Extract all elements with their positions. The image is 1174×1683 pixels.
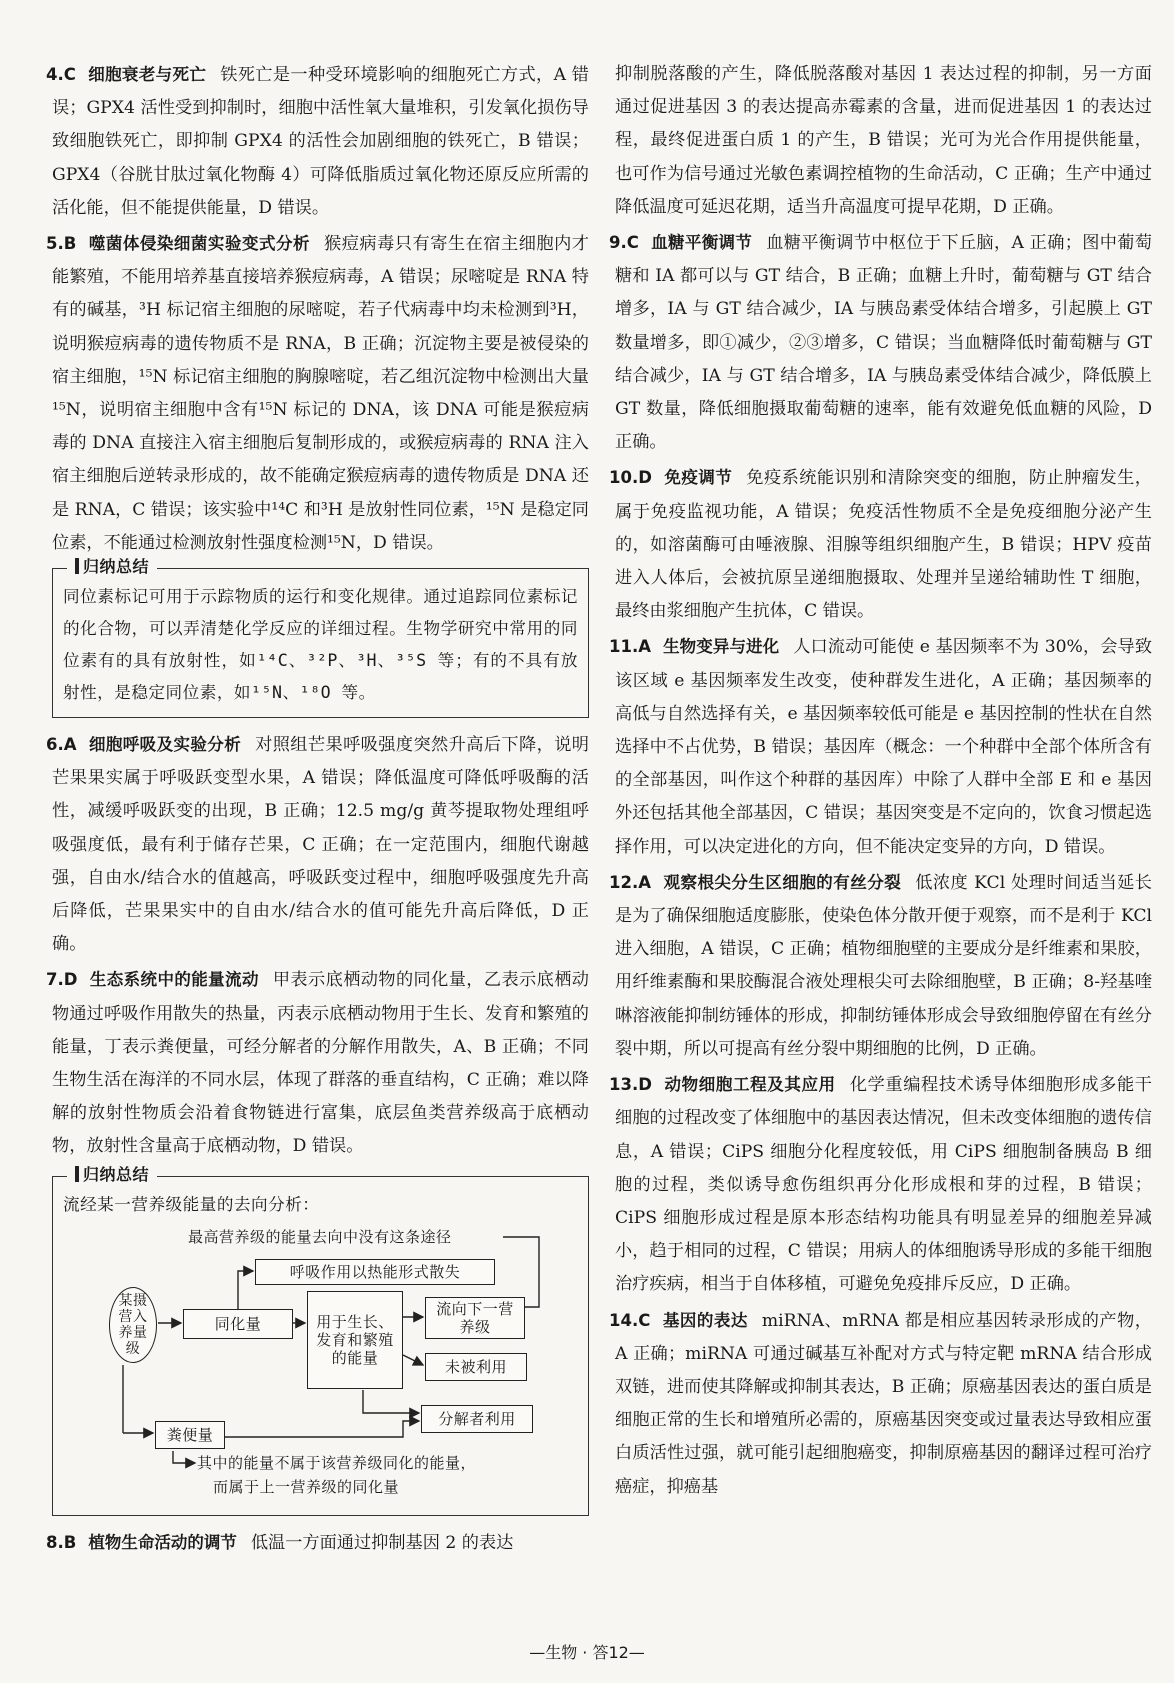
- question-number: 6.A: [46, 735, 77, 755]
- answer-text: 人口流动可能使 e 基因频率不为 30%，会导致该区域 e 基因频率发生改变，使种群发生进化，A 正确；基因频率的高低与自然选择有关，e 基因频率较低可能是 e 基因控制的性状在自然选择中不占优势，B 错误；基因库（概念：一个种群中全部个体所含有的全部基因，叫作这个种群的基因库）中除了人群中全部 E 和 e 基因外还包括其他全部基因，C 错误；基因突变是不定向的，饮食习惯起选择作用，可以决定进化的方向，但不能决定变异的方向，D 错误。: [615, 637, 1153, 857]
- question-number: 11.A: [609, 637, 651, 657]
- energy-flow-summary-box: [52, 1164, 589, 1516]
- question-topic: 动物细胞工程及其应用: [663, 1075, 836, 1095]
- summary-box: [52, 557, 589, 718]
- question-topic: 基因的表达: [662, 1310, 748, 1330]
- answer-text: 铁死亡是一种受环境影响的细胞死亡方式，A 错误；GPX4 活性受到抑制时，细胞中活性氧大量堆积，引发氧化损伤导致细胞铁死亡，即抑制 GPX4 的活性会加剧细胞的铁死亡，B 错误；GPX4（谷胱甘肽过氧化物酶 4）可降低脂质过氧化物还原反应所需的活化能，但不能提供能量，D 错误。: [52, 65, 589, 218]
- question-6: [46, 728, 589, 961]
- answer-text: 低温一方面通过抑制基因 2 的表达: [250, 1532, 514, 1553]
- question-10: [609, 461, 1152, 628]
- question-topic: 生物变异与进化: [663, 637, 780, 657]
- question-8: [46, 1526, 589, 1560]
- unused-node: 未被利用: [425, 1353, 527, 1381]
- page-footer: —生物 · 答12—: [529, 1643, 645, 1662]
- question-topic: 植物生命活动的调节: [88, 1532, 237, 1552]
- question-number: 13.D: [609, 1075, 652, 1095]
- question-number: 10.D: [609, 468, 652, 488]
- question-topic: 细胞呼吸及实验分析: [88, 735, 242, 755]
- feces-node: 粪便量: [155, 1421, 225, 1449]
- question-topic: 血糖平衡调节: [650, 233, 753, 253]
- summary-title: 归纳总结: [67, 1163, 157, 1187]
- question-8-continued: 抑制脱落酸的产生，降低脱落酸对基因 1 表达过程的抑制，另一方面通过促进基因 3 的表达提高赤霉素的含量，进而促进基因 1 的表达过程，最终促进蛋白质 1 的产生，B 错误；光可为光合作用提供能量，也可作为信号通过光敏色素调控植物的生命活动，C 正确；生产中通过降低温度可延迟花期，适当升高温度可提早花期，D 正确。: [615, 64, 1152, 217]
- right-column: [609, 58, 1153, 1506]
- question-7: [46, 963, 589, 1163]
- summary-title: 归纳总结: [67, 555, 157, 579]
- next-level-node: 流向下一营养级: [425, 1297, 525, 1339]
- question-number: 5.B: [46, 234, 77, 254]
- growth-node: 用于生长、发育和繁殖的能量: [307, 1291, 403, 1389]
- assimilation-node: 同化量: [183, 1309, 293, 1339]
- question-13: [609, 1068, 1152, 1301]
- question-11: [609, 630, 1153, 863]
- answer-text: 化学重编程技术诱导体细胞形成多能干细胞的过程改变了体细胞中的基因表达情况，但未改变体细胞的遗传信息，A 错误；CiPS 细胞分化程度较低，用 CiPS 细胞制备胰岛 B 细胞的过程，类似诱导愈伤组织再分化形成根和芽的过程，B 错误；CiPS 细胞形成过程是原本形态结构功能具有明显差异的细胞差异减小，趋于相同的过程，C 错误；用病人的体细胞诱导形成的多能干细胞治疗疾病，相当于自体移植，可避免免疫排斥反应，D 正确。: [615, 1075, 1152, 1295]
- summary-intro: 流经某一营养级能量的去向分析：: [63, 1194, 320, 1214]
- question-topic: 细胞衰老与死亡: [87, 65, 207, 84]
- question-topic: 观察根尖分生区细胞的有丝分裂: [663, 872, 902, 892]
- answer-text: 猴痘病毒只有寄生在宿主细胞内才能繁殖，不能用培养基直接培养猴痘病毒，A 错误；尿嘧啶是 RNA 特有的碱基，³H 标记宿主细胞的尿嘧啶，若子代病毒中均未检测到³H，说明猴痘病毒的遗传物质不是 RNA，B 正确；沉淀物主要是被侵染的宿主细胞，¹⁵N 标记宿主细胞的胸腺嘧啶，若乙组沉淀物中检测出大量¹⁵N，说明宿主细胞中含有¹⁵N 标记的 DNA，该 DNA 可能是猴痘病毒的 DNA 直接注入宿主细胞后复制形成的，或猴痘病毒的 RNA 注入宿主细胞后逆转录形成的，故不能确定猴痘病毒的遗传物质是 DNA 还是 RNA，C 错误；该实验中¹⁴C 和³H 是放射性同位素，¹⁵N 是稳定同位素，不能通过检测放射性强度检测¹⁵N，D 错误。: [52, 234, 589, 553]
- feces-note-line1: 其中的能量不属于该营养级同化的能量，: [197, 1453, 477, 1472]
- answer-text: 对照组芒果呼吸强度突然升高后下降，说明芒果果实属于呼吸跃变型水果，A 错误；降低温度可降低呼吸酶的活性，减缓呼吸跃变的出现，B 正确；12.5 mg/g 黄芩提取物处理组呼吸强度低，最有利于储存芒果，C 正确；在一定范围内，细胞代谢越强，自由水/结合水的值越高，呼吸跃变过程中，细胞呼吸强度先升高后降低，芒果果实中的自由水/结合水的值可能先升高后降低，D 正确。: [52, 735, 589, 955]
- answer-text: 免疫系统能识别和清除突变的细胞，防止肿瘤发生，属于免疫监视功能，A 错误；免疫活性物质不全是免疫细胞分泌产生的，如溶菌酶可由唾液腺、泪腺等组织细胞产生，B 错误；HPV 疫苗进入人体后，会被抗原呈递细胞摄取、处理并呈递给辅助性 T 细胞，最终由浆细胞产生抗体，C 错误。: [615, 468, 1152, 622]
- question-number: 9.C: [609, 233, 639, 253]
- question-topic: 生态系统中的能量流动: [89, 970, 259, 990]
- question-number: 8.B: [46, 1532, 77, 1552]
- feces-note-line2: 而属于上一营养级的同化量: [213, 1477, 400, 1496]
- decomposer-node: 分解者利用: [421, 1405, 533, 1433]
- question-12: [609, 866, 1152, 1066]
- answer-text: miRNA、mRNA 都是相应基因转录形成的产物，A 正确；miRNA 可通过碱基互补配对方式与特定靶 mRNA 结合形成双链，进而使其降解或抑制其表达，B 正确；原癌基因表达的蛋白质是细胞正常的生长和增殖所必需的，原癌基因突变或过量表达导致相应蛋白质活性过强，就可能引起细胞癌变，抑制原癌基因的翻译过程可治疗癌症，抑癌基: [615, 1310, 1152, 1497]
- question-number: 7.D: [46, 970, 78, 990]
- energy-flow-diagram: [63, 1225, 578, 1507]
- question-5: [46, 227, 589, 560]
- answer-text: 甲表示底栖动物的同化量，乙表示底栖动物通过呼吸作用散失的热量，丙表示底栖动物用于生长、发育和繁殖的能量，丁表示粪便量，可经分解者的分解作用散失，A、B 正确；不同生物生活在海洋的不同水层，体现了群落的垂直结构，C 正确；难以降解的放射性物质会沿着食物链进行富集，底层鱼类营养级高于底栖动物，放射性含量高于底栖动物，D 错误。: [52, 970, 589, 1157]
- question-number: 4.C: [46, 65, 76, 84]
- summary-text: 同位素标记可用于示踪物质的运行和变化规律。通过追踪同位素标记的化合物，可以弄清楚化学反应的详细过程。生物学研究中常用的同位素有的具有放射性，如¹⁴C、³²P、³H、³⁵S 等；有的不具有放射性，是稳定同位素，如¹⁵N、¹⁸O 等。: [63, 587, 578, 703]
- respiration-node: 呼吸作用以热能形式散失: [255, 1259, 495, 1285]
- question-topic: 噬菌体侵染细菌实验变式分析: [88, 234, 310, 254]
- question-topic: 免疫调节: [663, 468, 733, 488]
- source-node: 某摄营入养量级: [109, 1287, 157, 1363]
- question-9: [609, 226, 1152, 459]
- left-column: [46, 58, 589, 1562]
- question-number: 12.A: [609, 872, 651, 892]
- answer-text: 低浓度 KCl 处理时间适当延长是为了确保细胞适度膨胀，使染色体分散开便于观察，而不是利于 KCl 进入细胞，A 错误，C 正确；植物细胞壁的主要成分是纤维素和果胶，用纤维素酶和果胶酶混合液处理根尖可去除细胞壁，B 正确；8-羟基喹啉溶液能抑制纺锤体的形成，抑制纺锤体形成会导致细胞停留在有丝分裂中期，所以可提高有丝分裂中期细胞的比例，D 正确。: [615, 872, 1152, 1059]
- question-4: [46, 58, 589, 225]
- question-number: 14.C: [609, 1310, 651, 1330]
- question-14: [609, 1304, 1152, 1504]
- answer-text: 血糖平衡调节中枢位于下丘脑，A 正确；图中葡萄糖和 IA 都可以与 GT 结合，B 正确；血糖上升时，葡萄糖与 GT 结合增多，IA 与 GT 结合减少，IA 与胰岛素受体结合增多，引起膜上 GT 数量增多，即①减少，②③增多，C 错误；当血糖降低时葡萄糖与 GT 结合减少，IA 与 GT 结合增多，IA 与胰岛素受体结合减少，降低膜上 GT 数量，降低细胞摄取葡萄糖的速率，能有效避免低血糖的风险，D 正确。: [615, 233, 1152, 453]
- top-note: 最高营养级的能量去向中没有这条途径: [188, 1227, 452, 1246]
